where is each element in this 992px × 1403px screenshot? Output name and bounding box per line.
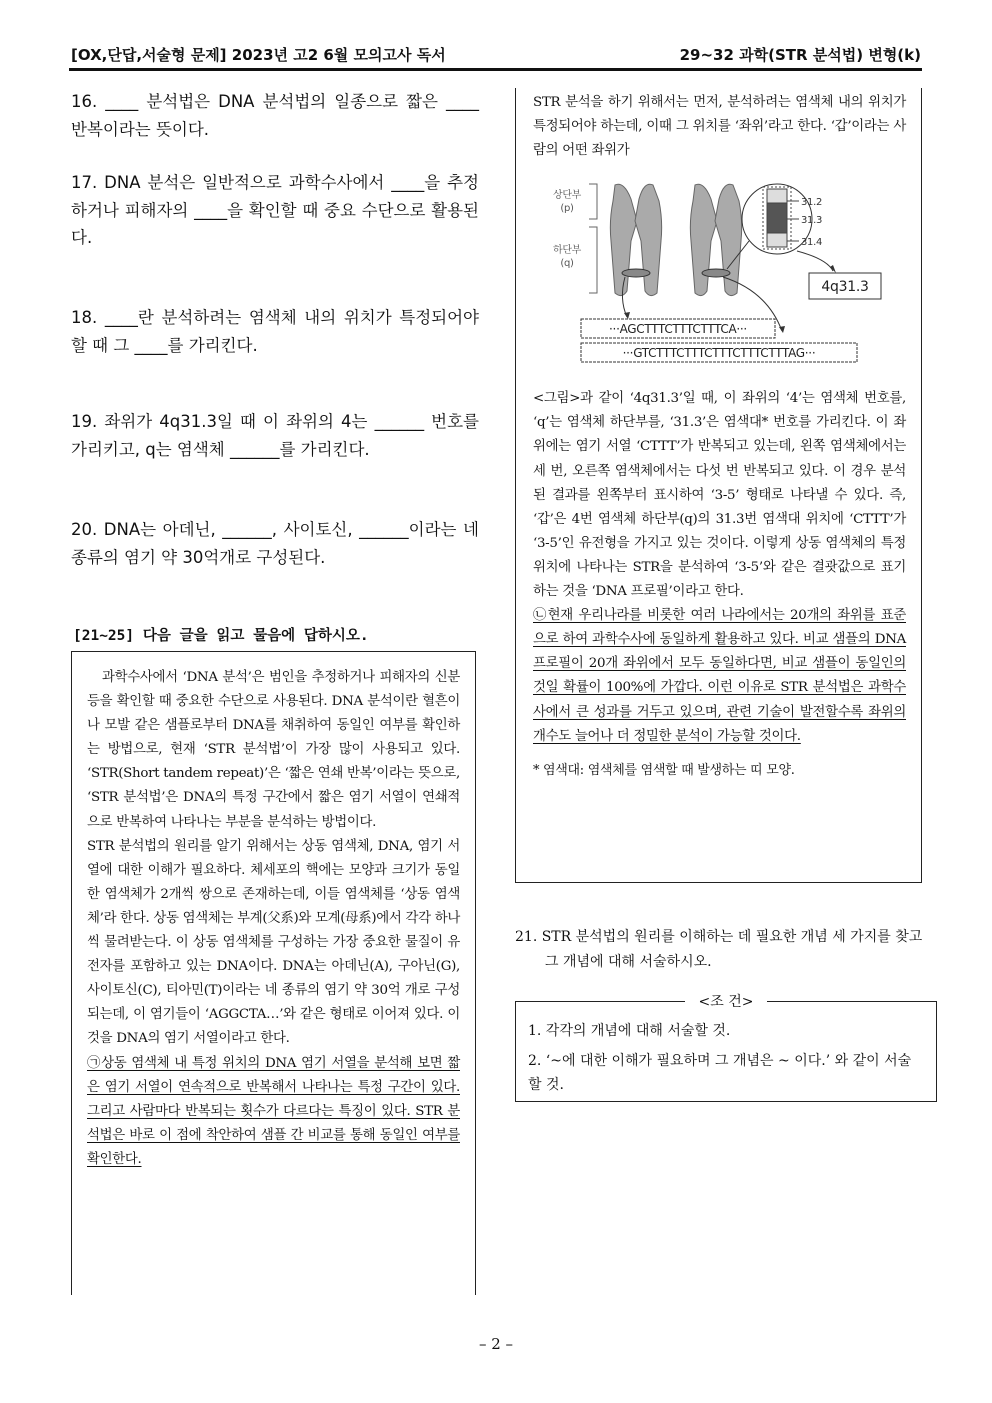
figure-label-upper: 상단부 — [552, 190, 582, 202]
chromosome-left — [610, 185, 661, 296]
condition-2: 2. ‘~에 대한 이해가 필요하며 그 개념은 ~ 이다.’ 와 같이 서술할 것. — [528, 1053, 912, 1093]
question-17: 17. DNA 분석은 일반적으로 과학수사에서 ____을 추정하거나 피해자의 ____을 확인할 때 중요 수단으로 활용된다. — [71, 173, 479, 247]
header-rule — [69, 68, 922, 71]
question-20: 20. DNA는 아데닌, ______, 사이토신, ______이라는 네 종류의 염기 약 30억개로 구성된다. — [71, 520, 479, 567]
locus-label: 4q31.3 — [821, 279, 869, 296]
passage-underlined-b: ㉡현재 우리나라를 비롯한 여러 나라에서는 20개의 좌위를 표준으로 하여 과학수사에 동일하게 활용하고 있다. 비교 샘플의 DNA 프로필이 20개 좌위에서 모두 동일하다면, 비교 샘플이 동일인의 것일 확률이 100%에 가깝다. 이런 이유로 STR 분석법은 과학수사에서 큰 성과를 거두고 있으며, 관련 기술이 발전할수록 좌위의 개수도 늘어나 더 정밀한 분석이 가능할 것이다. — [533, 608, 906, 744]
question-21 — [515, 925, 923, 975]
passage-right-body: <그림>과 같이 ‘4q31.3’일 때, 이 좌위의 ‘4’는 염색체 번호를, ‘q’는 염색체 하단부를, ‘31.3’은 염색대* 번호를 가리킨다. 이 좌위에는 염기 서열 ‘CTTT’가 반복되고 있는데, 왼쪽 염색체에서는 세 번, 오른쪽 염색체에서는 다섯 번 반복되고 있다. 이 경우 분석된 결과를 왼쪽부터 표시하여 ‘3-5’ 형태로 나타낼 수 있다. 즉, ‘갑’은 4번 염색체 하단부(q)의 31.3번 염색대 위치에 ‘CTTT’가 ‘3-5’인 유전형을 가지고 있는 것이다. 이렇게 상동 염색체의 특정 위치에 나타나는 STR을 분석하여 ‘3-5’와 같은 결괏값으로 표기하는 것을 ‘DNA 프로필’이라고 한다. — [533, 391, 906, 600]
conditions-box — [515, 1001, 937, 1102]
band-label-2: 31.3 — [801, 215, 823, 227]
sequence-1: ···AGCTTTCTTTCTTTCA··· — [609, 322, 747, 337]
sequence-2: ···GTCTTTCTTTCTTTCTTTCTTTAG··· — [622, 346, 816, 361]
figure-label-lower: 하단부 — [552, 245, 582, 257]
chromosome-right — [690, 185, 741, 296]
question-18: 18. ____란 분석하려는 염색체 내의 위치가 특정되어야 할 때 그 ____를 가리킨다. — [71, 308, 479, 355]
passage-underlined-a: ㉠상동 염색체 내 특정 위치의 DNA 염기 서열을 분석해 보면 짧은 염기 서열이 연속적으로 반복해서 나타나는 특정 구간이 있다. 그리고 사람마다 반복되는 횟수가 다르다는 특징이 있다. STR 분석법은 바로 이 점에 착안하여 샘플 간 비교를 통해 동일인 여부를 확인한다. — [87, 1055, 460, 1167]
footnote: * 염색대: 염색체를 염색할 때 발생하는 띠 모양. — [533, 762, 795, 778]
band-zoom-circle — [742, 184, 822, 254]
figure-label-upper-sub: (p) — [560, 203, 574, 215]
question-16: 16. ____ 분석법은 DNA 분석법의 일종으로 짧은 ____ 반복이라는 뜻이다. — [71, 92, 479, 139]
band-label-1: 31.2 — [801, 197, 823, 209]
passage-right-intro: STR 분석을 하기 위해서는 먼저, 분석하려는 염색체 내의 위치가 특정되어야 하는데, 이때 그 위치를 ‘좌위’라고 한다. ‘갑’이라는 사람의 어떤 좌위가 — [533, 95, 906, 159]
passage-box-left — [71, 651, 476, 1295]
header-section: 29~32 과학(STR 분석법) 변형(k) — [679, 46, 921, 64]
conditions-title: <조 건> — [698, 994, 754, 1010]
passage-box-right — [515, 88, 922, 883]
band-label-3: 31.4 — [801, 237, 823, 249]
section-heading: [21~25] 다음 글을 읽고 물음에 답하시오. — [73, 628, 369, 644]
page-number: – 2 – — [478, 1335, 514, 1353]
figure-label-lower-sub: (q) — [560, 258, 574, 270]
passage-paragraph-2: STR 분석법의 원리를 알기 위해서는 상동 염색체, DNA, 염기 서열에 대한 이해가 필요하다. 체세포의 핵에는 모양과 크기가 동일한 염색체가 2개씩 쌍으로 존재하는데, 이들 염색체를 ‘상동 염색체’라 한다. 상동 염색체는 부계(父系)와 모계(母系)에서 각각 하나씩 물려받는다. 이 상동 염색체를 구성하는 가장 중요한 물질이 유전자를 포함하고 있는 DNA이다. DNA는 아데닌(A), 구아닌(G), 사이토신(C), 티아민(T)이라는 네 종류의 염기 약 30억 개로 구성되는데, 이 염기들이 ‘AGGCTA…’와 같은 형태로 이어져 있다. 이것을 DNA의 염기 서열이라고 한다. — [87, 838, 461, 1047]
chromosome-figure — [527, 181, 887, 381]
question-19: 19. 좌위가 4q31.3일 때 이 좌위의 4는 ______ 번호를 가리키고, q는 염색체 ______를 가리킨다. — [71, 412, 479, 459]
condition-1: 1. 각각의 개념에 대해 서술할 것. — [528, 1023, 731, 1039]
header-title: [OX,단답,서술형 문제] 2023년 고2 6월 모의고사 독서 — [71, 46, 446, 64]
question-21-text: 21. STR 분석법의 원리를 이해하는 데 필요한 개념 세 가지를 찾고 그 개념에 대해 서술하시오. — [515, 929, 923, 970]
passage-paragraph-1: 과학수사에서 ‘DNA 분석’은 범인을 추정하거나 피해자의 신분 등을 확인할 때 중요한 수단으로 사용된다. DNA 분석이란 혈흔이나 모발 같은 샘플로부터 DNA를 채취하여 동일인 여부를 확인하는 방법으로, 현재 ‘STR 분석법’이 가장 많이 사용되고 있다. ‘STR(Short tandem repeat)’은 ‘짧은 연쇄 반복’이라는 뜻으로, ‘STR 분석법’은 DNA의 특정 구간에서 짧은 염기 서열이 연쇄적으로 반복하여 나타나는 부분을 분석하는 방법이다. — [87, 670, 460, 830]
